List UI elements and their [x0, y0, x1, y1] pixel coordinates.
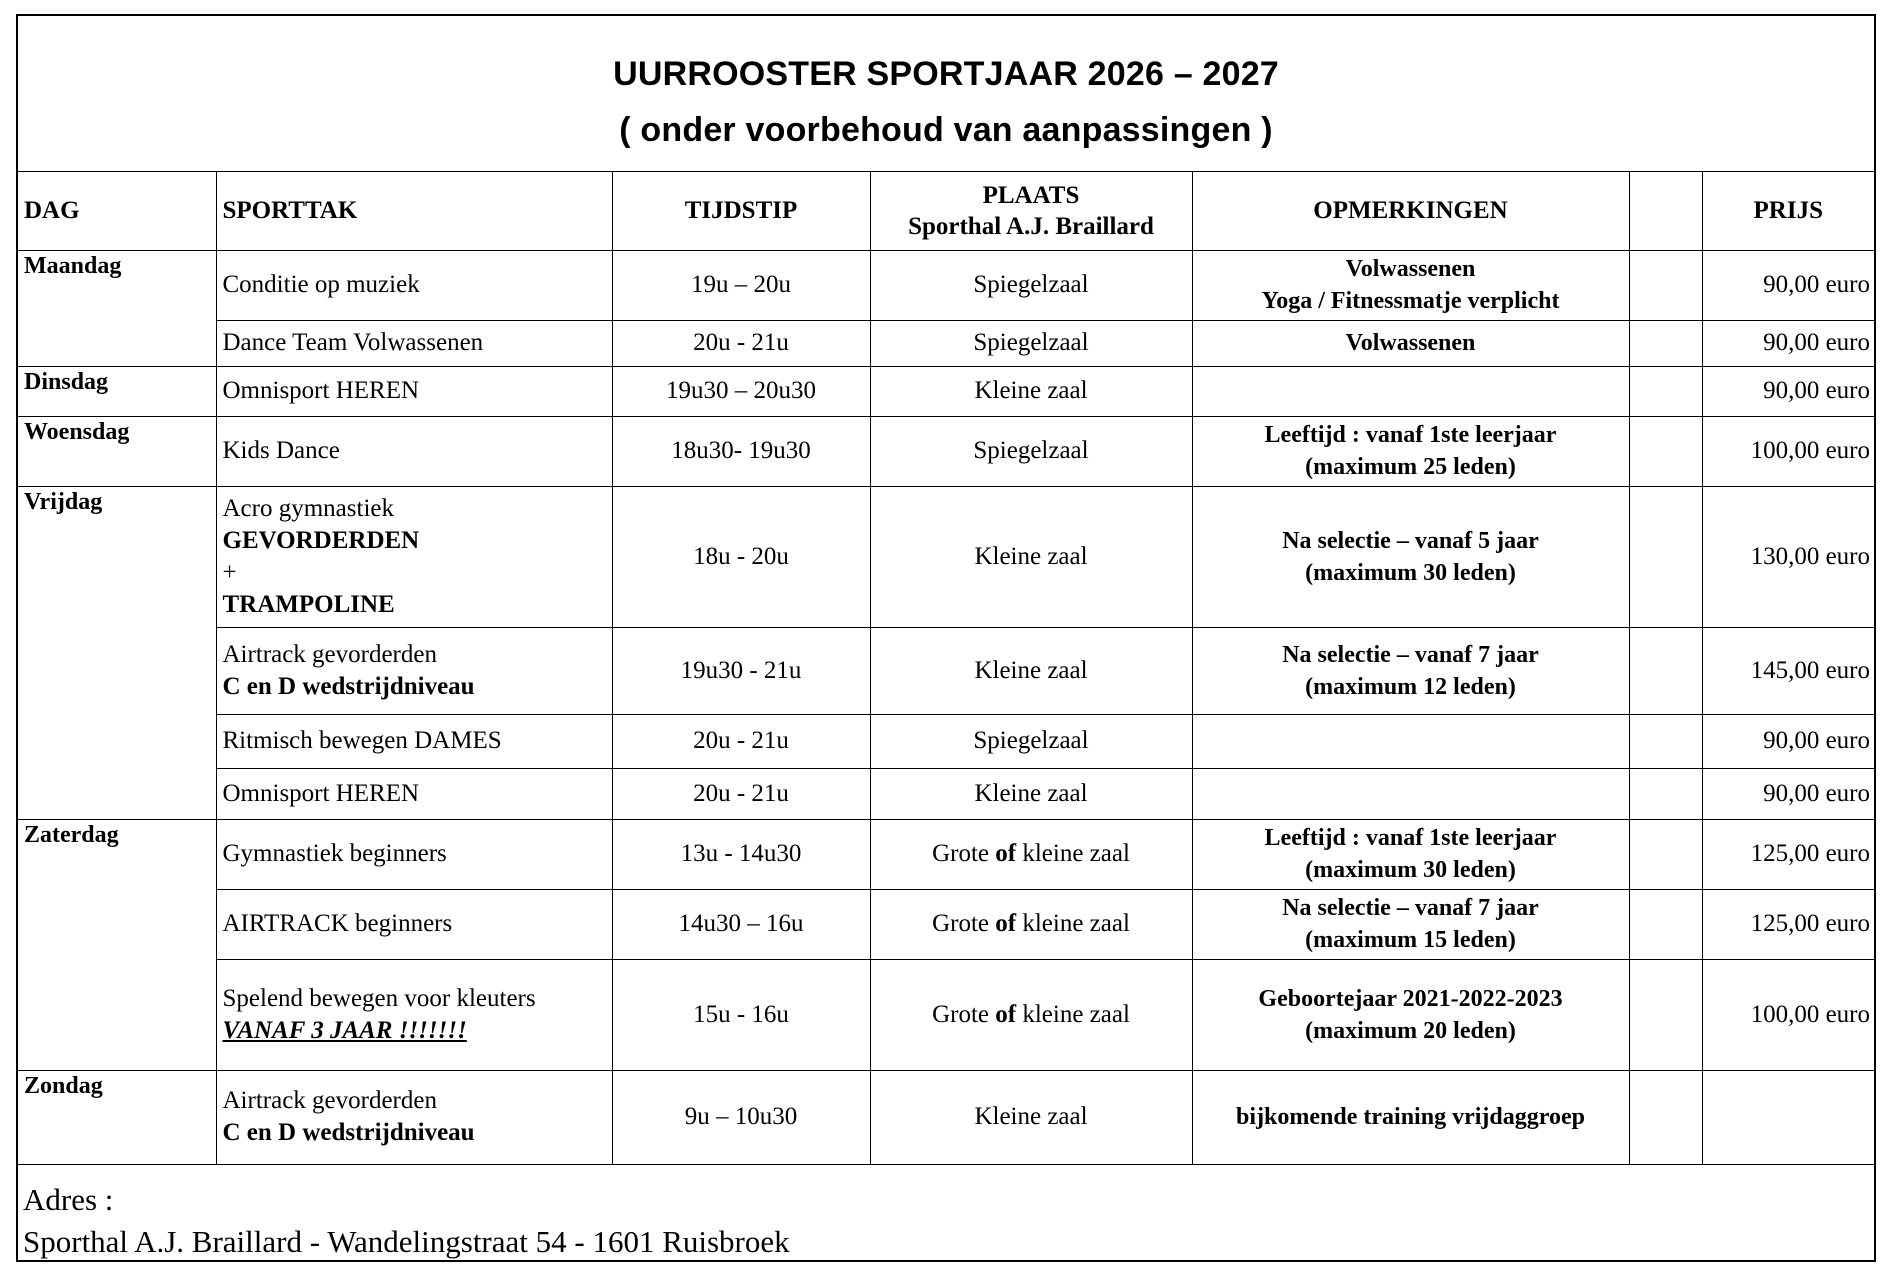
remarks-cell [1192, 768, 1629, 819]
sport-cell [216, 959, 612, 1070]
sport-cell [216, 486, 612, 627]
time-cell: 19u30 – 20u30 [612, 366, 870, 416]
place-text: Spiegelzaal [973, 727, 1089, 754]
extra-cell [1629, 819, 1702, 889]
time-cell: 19u30 - 21u [612, 627, 870, 714]
table-row [18, 819, 1874, 889]
sport-line: Ritmisch bewegen DAMES [222, 727, 502, 754]
remark-line: Leeftijd : vanaf 1ste leerjaar [1264, 422, 1557, 448]
place-text: Kleine zaal [974, 377, 1088, 404]
time-cell: 9u – 10u30 [612, 1070, 870, 1164]
day-cell: Vrijdag [18, 486, 216, 819]
sport-line: GEVORDERDEN [222, 526, 420, 554]
remarks-cell [1192, 416, 1629, 486]
sport-cell [216, 768, 612, 819]
place-text: Grote [932, 910, 996, 937]
extra-cell [1629, 1070, 1702, 1164]
place-text: Kleine zaal [974, 656, 1088, 684]
price-cell: 130,00 euro [1702, 486, 1874, 627]
price-cell [1702, 1070, 1874, 1164]
remarks-cell [1192, 714, 1629, 768]
extra-cell [1629, 250, 1702, 320]
time-cell: 13u - 14u30 [612, 819, 870, 889]
remark-line: Volwassenen [1345, 256, 1476, 282]
extra-cell [1629, 486, 1702, 627]
place-cell [870, 714, 1192, 768]
place-cell [870, 959, 1192, 1070]
header-extra [1629, 172, 1702, 250]
table-row [18, 250, 1874, 320]
sport-cell [216, 250, 612, 320]
sport-cell [216, 819, 612, 889]
extra-cell [1629, 768, 1702, 819]
sport-line: C en D wedstrijdniveau [222, 1119, 475, 1146]
remarks-cell [1192, 889, 1629, 959]
header-plaats [870, 172, 1192, 250]
sport-line: Kids Dance [222, 437, 340, 464]
time-cell: 18u - 20u [612, 486, 870, 627]
extra-cell [1629, 416, 1702, 486]
place-cell [870, 416, 1192, 486]
place-text: kleine zaal [1016, 1000, 1130, 1028]
remarks-cell [1192, 1070, 1629, 1164]
table-row [18, 1070, 1874, 1164]
place-text: Grote [932, 840, 996, 867]
remark-line: (maximum 30 leden) [1305, 559, 1516, 586]
page-title: UURROOSTER SPORTJAAR 2026 – 2027 [613, 55, 1279, 93]
extra-cell [1629, 366, 1702, 416]
sport-line: Gymnastiek beginners [222, 840, 447, 867]
day-cell: Zondag [18, 1070, 216, 1164]
address-block [18, 1165, 1874, 1263]
price-cell: 90,00 euro [1702, 366, 1874, 416]
price-cell: 90,00 euro [1702, 250, 1874, 320]
sport-cell [216, 416, 612, 486]
place-cell [870, 889, 1192, 959]
day-cell: Maandag [18, 250, 216, 366]
table-row [18, 366, 1874, 416]
sport-cell [216, 714, 612, 768]
price-cell: 90,00 euro [1702, 768, 1874, 819]
place-text: kleine zaal [1016, 840, 1130, 867]
place-text: Grote [932, 1000, 996, 1028]
remarks-cell [1192, 819, 1629, 889]
header-prijs: PRIJS [1702, 172, 1874, 250]
price-cell: 90,00 euro [1702, 714, 1874, 768]
place-cell [870, 768, 1192, 819]
sport-line: Acro gymnastiek [222, 494, 394, 522]
place-cell [870, 1070, 1192, 1164]
table-row [18, 627, 1874, 714]
header-sporttak: SPORTTAK [216, 172, 612, 250]
remark-line: (maximum 12 leden) [1305, 673, 1516, 700]
price-cell: 100,00 euro [1702, 959, 1874, 1070]
extra-cell [1629, 320, 1702, 366]
address-value: Sporthal A.J. Braillard - Wandelingstraat 54 - 1601 Ruisbroek [23, 1223, 790, 1259]
price-cell: 100,00 euro [1702, 416, 1874, 486]
place-text: kleine zaal [1016, 910, 1130, 937]
schedule-document [16, 14, 1876, 1262]
header-opmerkingen: OPMERKINGEN [1192, 172, 1629, 250]
sport-cell [216, 320, 612, 366]
extra-cell [1629, 889, 1702, 959]
page-subtitle: ( onder voorbehoud van aanpassingen ) [619, 111, 1273, 149]
place-cell [870, 627, 1192, 714]
place-cell [870, 366, 1192, 416]
price-cell: 145,00 euro [1702, 627, 1874, 714]
time-cell: 15u - 16u [612, 959, 870, 1070]
remark-line: Yoga / Fitnessmatje verplicht [1261, 288, 1560, 314]
place-text-bold: of [995, 1000, 1017, 1028]
table-row [18, 889, 1874, 959]
address-label: Adres : [23, 1181, 114, 1217]
table-row [18, 320, 1874, 366]
header-plaats-line1: PLAATS [982, 181, 1080, 209]
time-cell: 19u – 20u [612, 250, 870, 320]
place-cell [870, 320, 1192, 366]
remark-line: (maximum 25 leden) [1305, 454, 1516, 480]
sport-line: Airtrack gevorderden [222, 1087, 437, 1114]
sport-cell [216, 889, 612, 959]
sport-line: Conditie op muziek [222, 271, 420, 298]
remark-line: bijkomende training vrijdaggroep [1236, 1104, 1585, 1130]
remarks-cell [1192, 366, 1629, 416]
price-cell: 90,00 euro [1702, 320, 1874, 366]
remark-line: Leeftijd : vanaf 1ste leerjaar [1264, 825, 1557, 851]
remark-line: Na selectie – vanaf 7 jaar [1282, 895, 1539, 921]
remarks-cell [1192, 627, 1629, 714]
place-cell [870, 250, 1192, 320]
sport-line: Spelend bewegen voor kleuters [222, 984, 536, 1012]
extra-cell [1629, 959, 1702, 1070]
sport-cell [216, 627, 612, 714]
time-cell: 20u - 21u [612, 768, 870, 819]
place-text: Kleine zaal [974, 542, 1088, 570]
remark-line: (maximum 30 leden) [1305, 857, 1516, 883]
place-text-bold: of [995, 840, 1017, 867]
place-text: Spiegelzaal [973, 329, 1089, 356]
sport-line: Omnisport HEREN [222, 779, 420, 807]
sport-cell [216, 366, 612, 416]
header-tijdstip: TIJDSTIP [612, 172, 870, 250]
price-cell: 125,00 euro [1702, 889, 1874, 959]
place-text: Kleine zaal [974, 779, 1088, 807]
table-row [18, 486, 1874, 627]
sport-cell [216, 1070, 612, 1164]
header-row [18, 172, 1874, 250]
sport-line: TRAMPOLINE [222, 590, 395, 618]
schedule-table [18, 172, 1874, 1165]
sport-line: Airtrack gevorderden [222, 640, 437, 668]
sport-line: VANAF 3 JAAR !!!!!!! [222, 1016, 467, 1044]
place-text: Kleine zaal [974, 1103, 1088, 1130]
place-cell [870, 486, 1192, 627]
time-cell: 20u - 21u [612, 714, 870, 768]
place-text-bold: of [995, 910, 1017, 937]
remark-line: Geboortejaar 2021-2022-2023 [1258, 985, 1563, 1012]
sport-line: AIRTRACK beginners [222, 910, 453, 937]
table-row [18, 416, 1874, 486]
remark-line: Volwassenen [1345, 330, 1476, 356]
title-block [18, 16, 1874, 172]
remark-line: (maximum 15 leden) [1305, 927, 1516, 953]
remark-line: Na selectie – vanaf 5 jaar [1282, 527, 1539, 554]
time-cell: 18u30- 19u30 [612, 416, 870, 486]
day-cell: Zaterdag [18, 819, 216, 1070]
time-cell: 14u30 – 16u [612, 889, 870, 959]
place-text: Spiegelzaal [973, 271, 1089, 298]
sport-line: Omnisport HEREN [222, 377, 420, 404]
table-row [18, 768, 1874, 819]
header-dag: DAG [18, 172, 216, 250]
sport-line: C en D wedstrijdniveau [222, 672, 475, 700]
place-text: Spiegelzaal [973, 437, 1089, 464]
place-cell [870, 819, 1192, 889]
table-row [18, 714, 1874, 768]
sport-line: + [222, 558, 237, 586]
remark-line: (maximum 20 leden) [1305, 1017, 1516, 1044]
header-plaats-line2: Sporthal A.J. Braillard [908, 212, 1154, 240]
extra-cell [1629, 627, 1702, 714]
day-cell: Woensdag [18, 416, 216, 486]
time-cell: 20u - 21u [612, 320, 870, 366]
remark-line: Na selectie – vanaf 7 jaar [1282, 641, 1539, 668]
price-cell: 125,00 euro [1702, 819, 1874, 889]
table-row [18, 959, 1874, 1070]
extra-cell [1629, 714, 1702, 768]
remarks-cell [1192, 250, 1629, 320]
sport-line: Dance Team Volwassenen [222, 329, 484, 356]
day-cell: Dinsdag [18, 366, 216, 416]
remarks-cell [1192, 320, 1629, 366]
remarks-cell [1192, 486, 1629, 627]
remarks-cell [1192, 959, 1629, 1070]
